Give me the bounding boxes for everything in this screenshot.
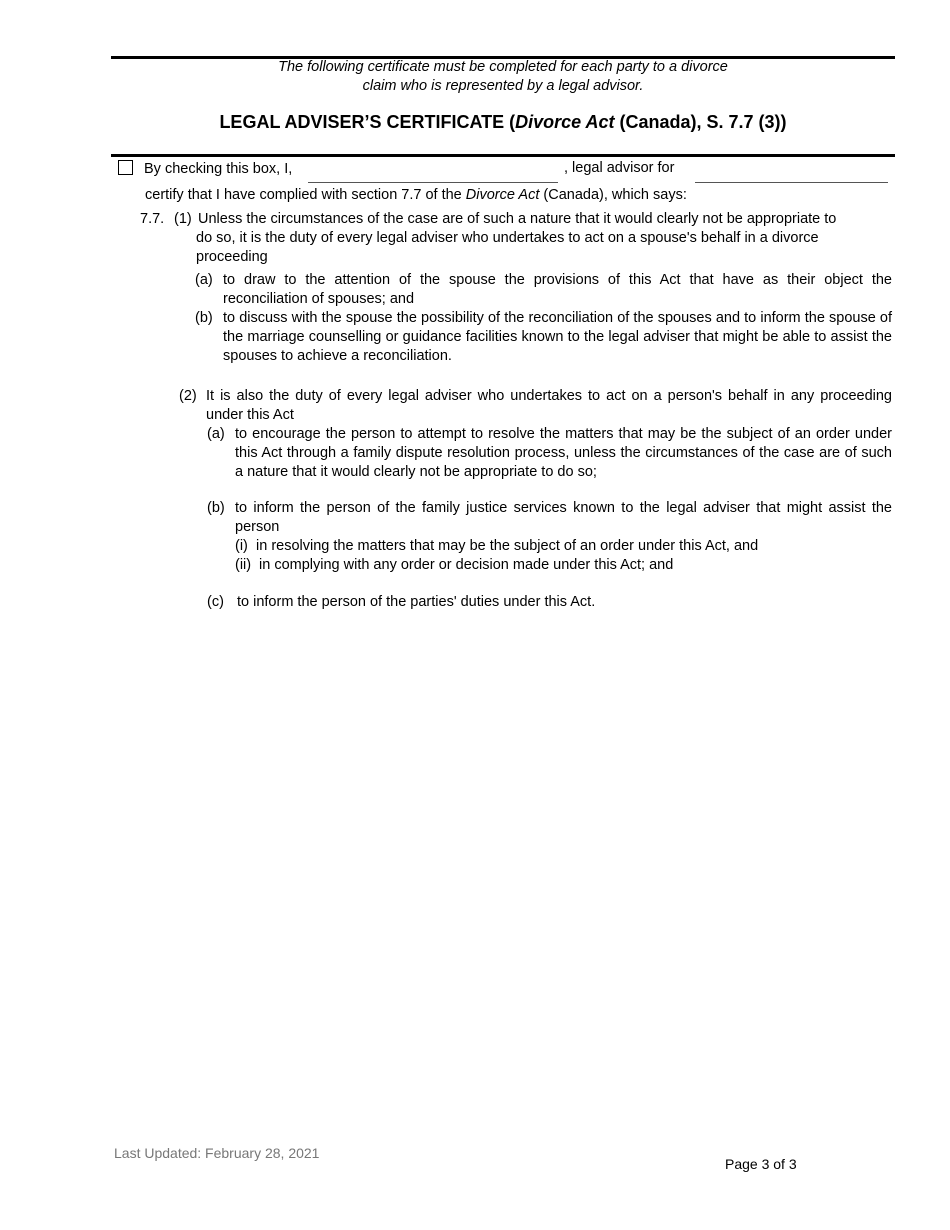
legal-advisor-for-label: , legal advisor for xyxy=(564,160,675,176)
checkbox-label: By checking this box, I, xyxy=(144,161,293,177)
para-1b-marker: (b) xyxy=(195,310,213,326)
item-2b-i-marker: (i) xyxy=(235,538,248,554)
subsection-2-text: It is also the duty of every legal adviser who undertakes to act on a person's behalf in any proceeding under this Act xyxy=(206,388,892,423)
advisor-name-underline xyxy=(308,182,558,183)
para-1b-text: to discuss with the spouse the possibility of the reconciliation of the spouses and to inform the spouse of the marriage counselling or guidance facilities known to the legal adviser that might be able to assist the spouses to achieve a reconciliation. xyxy=(223,310,892,364)
intro-note xyxy=(111,58,895,96)
subsection-1-text: do so, it is the duty of every legal adviser who undertakes to act on a spouse's behalf in a divorce proceeding xyxy=(196,230,819,265)
last-updated: Last Updated: February 28, 2021 xyxy=(114,1145,320,1161)
certificate-title xyxy=(111,112,895,133)
para-2b-marker: (b) xyxy=(207,500,225,516)
para-1a-text: to draw to the attention of the spouse the provisions of this Act that have as their object the reconciliation of spouses; and xyxy=(223,272,892,307)
certify-post: (Canada), which says: xyxy=(539,187,687,203)
intro-line-2: claim who is represented by a legal advisor. xyxy=(362,78,644,94)
certify-statement xyxy=(145,186,687,205)
page-number: Page 3 of 3 xyxy=(725,1156,797,1172)
advisor-name-field[interactable] xyxy=(308,160,558,182)
title-rule xyxy=(111,154,895,157)
title-act-name: Divorce Act xyxy=(515,112,615,132)
para-2b-text: to inform the person of the family justice services known to the legal adviser that might assist the person xyxy=(235,500,892,535)
certify-checkbox[interactable] xyxy=(118,160,133,175)
para-2c-text: to inform the person of the parties' duties under this Act. xyxy=(237,594,596,610)
para-2c-marker: (c) xyxy=(207,594,224,610)
client-name-underline xyxy=(695,182,888,183)
section-number: 7.7. xyxy=(140,211,165,227)
certify-pre: certify that I have complied with section 7.7 of the xyxy=(145,187,466,203)
certify-act-name: Divorce Act xyxy=(465,187,540,203)
subsection-1-marker: (1) xyxy=(174,211,192,227)
item-2b-i-text: in resolving the matters that may be the subject of an order under this Act, and xyxy=(256,538,759,554)
subsection-1-first-line: Unless the circumstances of the case are of such a nature that it would clearly not be appropriate to xyxy=(198,211,837,227)
subsection-2-marker: (2) xyxy=(179,388,197,404)
para-2a-marker: (a) xyxy=(207,426,225,442)
title-part-1: LEGAL ADVISER’S CERTIFICATE ( xyxy=(219,112,516,132)
para-1a-marker: (a) xyxy=(195,272,213,288)
item-2b-ii-marker: (ii) xyxy=(235,557,252,573)
title-part-2: (Canada), S. 7.7 (3)) xyxy=(614,112,787,132)
para-2a-text: to encourage the person to attempt to resolve the matters that may be the subject of an order under this Act through a family dispute resolution process, unless the circumstances of the case are of such a nature that it would clearly not be appropriate to do so; xyxy=(235,426,892,480)
item-2b-ii-text: in complying with any order or decision made under this Act; and xyxy=(259,557,674,573)
client-name-field[interactable] xyxy=(695,160,888,182)
intro-line-1: The following certificate must be completed for each party to a divorce xyxy=(278,59,728,75)
